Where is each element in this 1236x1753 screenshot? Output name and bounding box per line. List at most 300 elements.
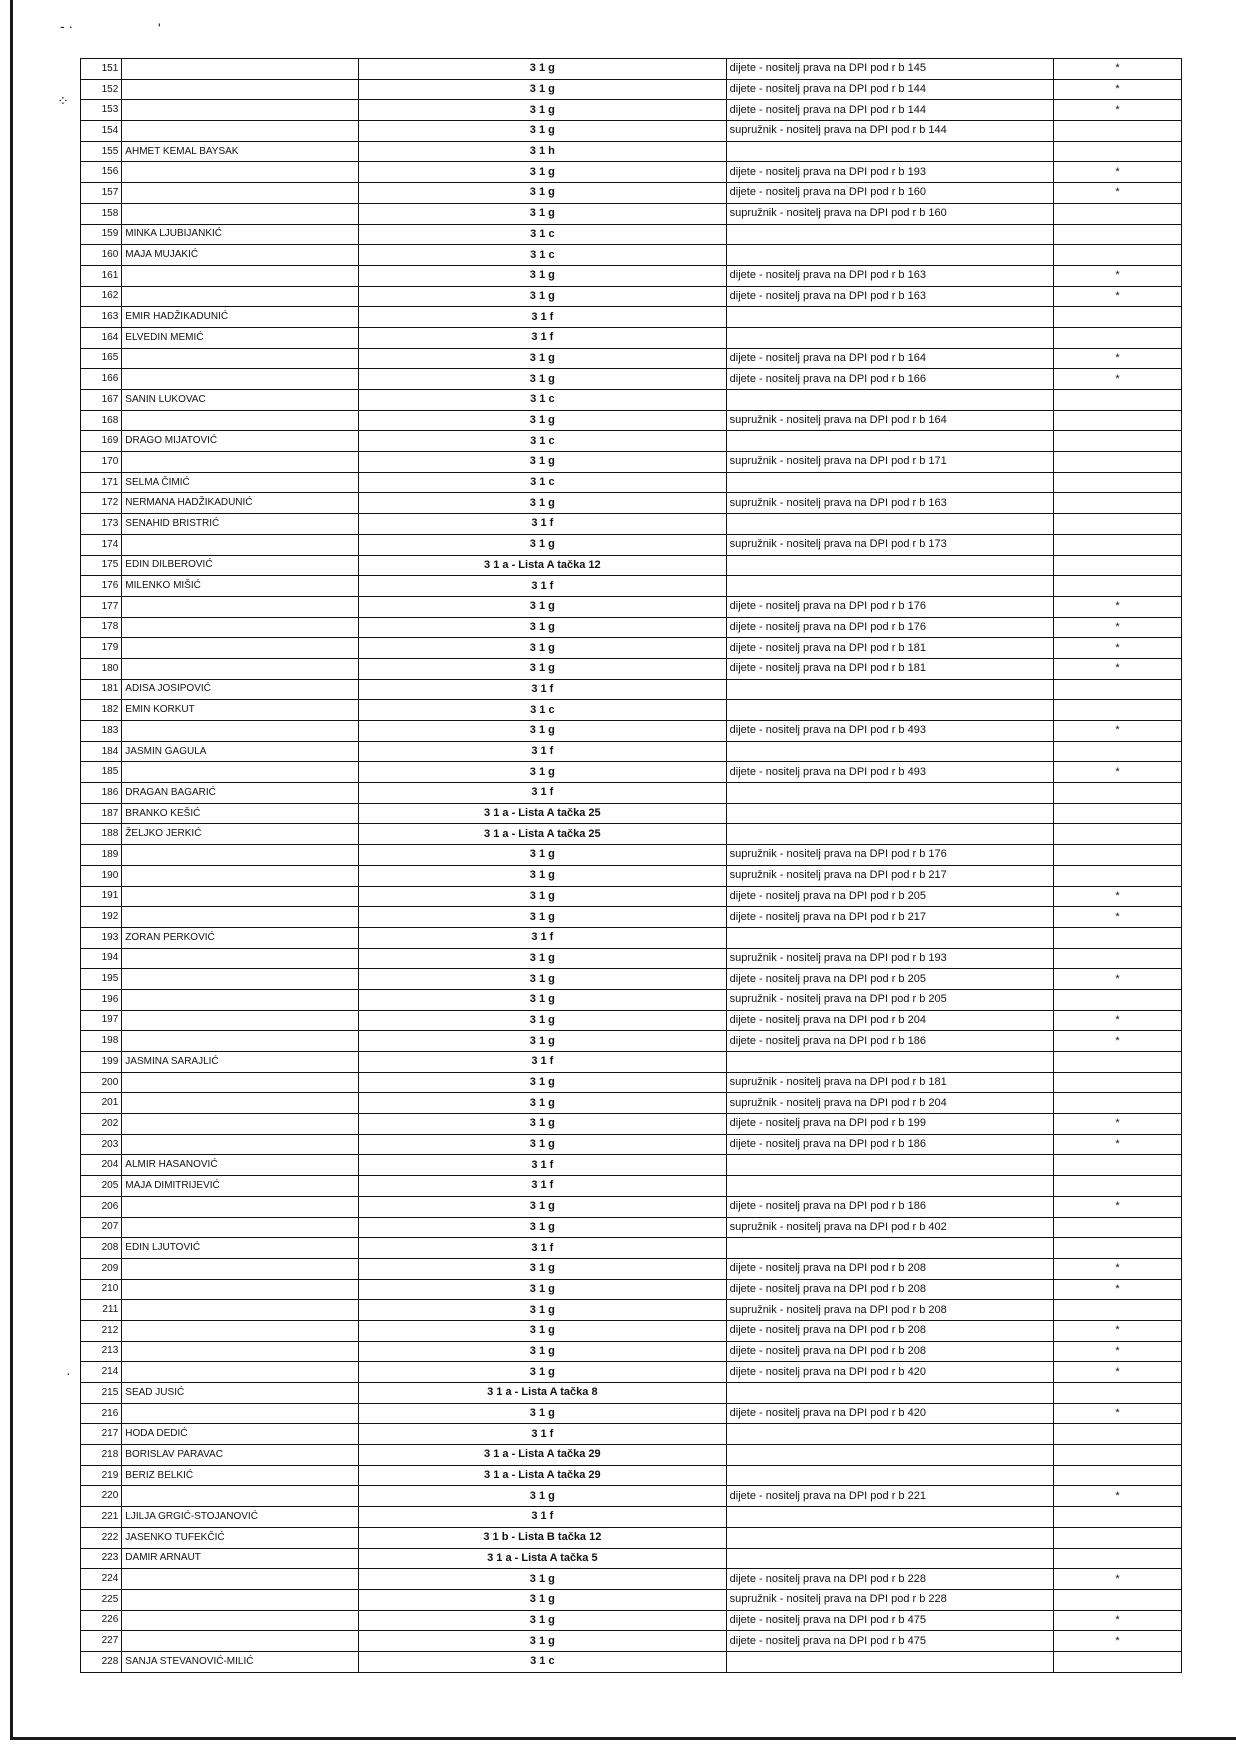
row-name bbox=[122, 845, 359, 866]
row-code: 3 1 g bbox=[359, 286, 727, 307]
row-mark bbox=[1054, 1465, 1182, 1486]
row-mark bbox=[1054, 1507, 1182, 1528]
table-row bbox=[81, 596, 1182, 617]
row-note: dijete - nositelj prava na DPI pod r b 160 bbox=[726, 183, 1053, 204]
row-number: 165 bbox=[81, 348, 122, 369]
row-note bbox=[726, 245, 1053, 266]
row-code: 3 1 g bbox=[359, 183, 727, 204]
row-code: 3 1 g bbox=[359, 1258, 727, 1279]
table-row bbox=[81, 638, 1182, 659]
table-row bbox=[81, 1548, 1182, 1569]
row-number: 203 bbox=[81, 1134, 122, 1155]
row-name: ZORAN PERKOVIĆ bbox=[122, 927, 359, 948]
row-number: 183 bbox=[81, 721, 122, 742]
row-number: 225 bbox=[81, 1589, 122, 1610]
row-number: 171 bbox=[81, 472, 122, 493]
row-note: dijete - nositelj prava na DPI pod r b 186 bbox=[726, 1134, 1053, 1155]
row-mark: * bbox=[1054, 1134, 1182, 1155]
row-note bbox=[726, 783, 1053, 804]
row-mark: * bbox=[1054, 1196, 1182, 1217]
row-number: 215 bbox=[81, 1383, 122, 1404]
row-code: 3 1 f bbox=[359, 1052, 727, 1073]
row-mark bbox=[1054, 431, 1182, 452]
row-code: 3 1 g bbox=[359, 969, 727, 990]
row-number: 188 bbox=[81, 824, 122, 845]
table-row bbox=[81, 1300, 1182, 1321]
row-note: dijete - nositelj prava na DPI pod r b 217 bbox=[726, 907, 1053, 928]
row-name bbox=[122, 100, 359, 121]
row-name: DRAGO MIJATOVIĆ bbox=[122, 431, 359, 452]
row-mark bbox=[1054, 989, 1182, 1010]
row-mark bbox=[1054, 534, 1182, 555]
row-number: 217 bbox=[81, 1424, 122, 1445]
row-note: supružnik - nositelj prava na DPI pod r b 193 bbox=[726, 948, 1053, 969]
row-note: dijete - nositelj prava na DPI pod r b 181 bbox=[726, 638, 1053, 659]
row-name bbox=[122, 534, 359, 555]
row-number: 181 bbox=[81, 679, 122, 700]
row-mark: * bbox=[1054, 1403, 1182, 1424]
row-code: 3 1 g bbox=[359, 534, 727, 555]
row-mark: * bbox=[1054, 265, 1182, 286]
table-row bbox=[81, 886, 1182, 907]
row-code: 3 1 a - Lista A tačka 5 bbox=[359, 1548, 727, 1569]
row-number: 222 bbox=[81, 1527, 122, 1548]
table-row bbox=[81, 658, 1182, 679]
table-row bbox=[81, 907, 1182, 928]
row-code: 3 1 a - Lista A tačka 29 bbox=[359, 1445, 727, 1466]
row-mark bbox=[1054, 927, 1182, 948]
row-mark: * bbox=[1054, 348, 1182, 369]
row-mark bbox=[1054, 1052, 1182, 1073]
row-mark bbox=[1054, 576, 1182, 597]
row-number: 162 bbox=[81, 286, 122, 307]
row-note: dijete - nositelj prava na DPI pod r b 144 bbox=[726, 79, 1053, 100]
row-note bbox=[726, 1465, 1053, 1486]
row-name bbox=[122, 1114, 359, 1135]
scan-mark-top: - · bbox=[60, 18, 74, 34]
row-code: 3 1 c bbox=[359, 390, 727, 411]
row-mark: * bbox=[1054, 1320, 1182, 1341]
row-name bbox=[122, 1031, 359, 1052]
row-note bbox=[726, 803, 1053, 824]
row-mark bbox=[1054, 514, 1182, 535]
table-row bbox=[81, 224, 1182, 245]
row-name bbox=[122, 1093, 359, 1114]
row-note: dijete - nositelj prava na DPI pod r b 475 bbox=[726, 1610, 1053, 1631]
row-code: 3 1 g bbox=[359, 203, 727, 224]
row-code: 3 1 f bbox=[359, 1155, 727, 1176]
row-note: dijete - nositelj prava na DPI pod r b 221 bbox=[726, 1486, 1053, 1507]
table-row bbox=[81, 59, 1182, 80]
table-row bbox=[81, 1217, 1182, 1238]
row-name bbox=[122, 203, 359, 224]
row-name: EDIN LJUTOVIĆ bbox=[122, 1238, 359, 1259]
row-name bbox=[122, 1341, 359, 1362]
row-mark: * bbox=[1054, 721, 1182, 742]
row-note bbox=[726, 1548, 1053, 1569]
table-row bbox=[81, 1258, 1182, 1279]
row-number: 153 bbox=[81, 100, 122, 121]
row-mark bbox=[1054, 700, 1182, 721]
row-mark: * bbox=[1054, 162, 1182, 183]
row-note: dijete - nositelj prava na DPI pod r b 199 bbox=[726, 1114, 1053, 1135]
table-row bbox=[81, 1320, 1182, 1341]
row-note bbox=[726, 1155, 1053, 1176]
table-row bbox=[81, 1445, 1182, 1466]
row-number: 223 bbox=[81, 1548, 122, 1569]
register-table bbox=[80, 58, 1182, 1673]
row-number: 186 bbox=[81, 783, 122, 804]
row-mark bbox=[1054, 1155, 1182, 1176]
row-code: 3 1 f bbox=[359, 327, 727, 348]
row-mark bbox=[1054, 1176, 1182, 1197]
row-code: 3 1 f bbox=[359, 927, 727, 948]
table-row bbox=[81, 1093, 1182, 1114]
row-name bbox=[122, 886, 359, 907]
row-code: 3 1 g bbox=[359, 907, 727, 928]
row-name bbox=[122, 1610, 359, 1631]
row-mark: * bbox=[1054, 59, 1182, 80]
row-note: dijete - nositelj prava na DPI pod r b 176 bbox=[726, 617, 1053, 638]
row-note: dijete - nositelj prava na DPI pod r b 181 bbox=[726, 658, 1053, 679]
row-code: 3 1 g bbox=[359, 865, 727, 886]
row-name bbox=[122, 348, 359, 369]
row-mark: * bbox=[1054, 1486, 1182, 1507]
row-code: 3 1 g bbox=[359, 1589, 727, 1610]
row-note: dijete - nositelj prava na DPI pod r b 163 bbox=[726, 265, 1053, 286]
row-note bbox=[726, 141, 1053, 162]
row-number: 175 bbox=[81, 555, 122, 576]
row-code: 3 1 g bbox=[359, 1320, 727, 1341]
table-row bbox=[81, 327, 1182, 348]
row-mark bbox=[1054, 410, 1182, 431]
row-number: 167 bbox=[81, 390, 122, 411]
row-name bbox=[122, 596, 359, 617]
row-note bbox=[726, 555, 1053, 576]
table-row bbox=[81, 803, 1182, 824]
row-name bbox=[122, 1362, 359, 1383]
row-note: dijete - nositelj prava na DPI pod r b 420 bbox=[726, 1403, 1053, 1424]
row-number: 166 bbox=[81, 369, 122, 390]
row-mark bbox=[1054, 307, 1182, 328]
row-number: 213 bbox=[81, 1341, 122, 1362]
row-mark: * bbox=[1054, 658, 1182, 679]
row-name bbox=[122, 721, 359, 742]
row-code: 3 1 g bbox=[359, 1196, 727, 1217]
row-note: supružnik - nositelj prava na DPI pod r b 163 bbox=[726, 493, 1053, 514]
row-mark: * bbox=[1054, 1031, 1182, 1052]
row-number: 169 bbox=[81, 431, 122, 452]
row-name: ELVEDIN MEMIĆ bbox=[122, 327, 359, 348]
row-number: 199 bbox=[81, 1052, 122, 1073]
row-mark bbox=[1054, 865, 1182, 886]
row-number: 155 bbox=[81, 141, 122, 162]
row-note: dijete - nositelj prava na DPI pod r b 493 bbox=[726, 762, 1053, 783]
table-row bbox=[81, 431, 1182, 452]
row-name bbox=[122, 1134, 359, 1155]
row-name bbox=[122, 638, 359, 659]
row-mark bbox=[1054, 1548, 1182, 1569]
row-number: 220 bbox=[81, 1486, 122, 1507]
table-row bbox=[81, 576, 1182, 597]
row-number: 206 bbox=[81, 1196, 122, 1217]
row-number: 180 bbox=[81, 658, 122, 679]
row-note: dijete - nositelj prava na DPI pod r b 205 bbox=[726, 969, 1053, 990]
row-name bbox=[122, 907, 359, 928]
row-mark: * bbox=[1054, 617, 1182, 638]
row-mark: * bbox=[1054, 638, 1182, 659]
row-name: DRAGAN BAGARIĆ bbox=[122, 783, 359, 804]
row-code: 3 1 g bbox=[359, 886, 727, 907]
row-code: 3 1 a - Lista A tačka 12 bbox=[359, 555, 727, 576]
row-name bbox=[122, 79, 359, 100]
table-row bbox=[81, 1569, 1182, 1590]
row-code: 3 1 c bbox=[359, 700, 727, 721]
row-mark bbox=[1054, 141, 1182, 162]
row-code: 3 1 g bbox=[359, 845, 727, 866]
row-code: 3 1 g bbox=[359, 265, 727, 286]
table-row bbox=[81, 162, 1182, 183]
row-name bbox=[122, 1403, 359, 1424]
row-code: 3 1 a - Lista A tačka 25 bbox=[359, 824, 727, 845]
row-number: 173 bbox=[81, 514, 122, 535]
row-number: 161 bbox=[81, 265, 122, 286]
table-row bbox=[81, 183, 1182, 204]
row-number: 205 bbox=[81, 1176, 122, 1197]
row-note: dijete - nositelj prava na DPI pod r b 228 bbox=[726, 1569, 1053, 1590]
row-note: dijete - nositelj prava na DPI pod r b 144 bbox=[726, 100, 1053, 121]
row-note: supružnik - nositelj prava na DPI pod r b 181 bbox=[726, 1072, 1053, 1093]
row-number: 174 bbox=[81, 534, 122, 555]
table-row bbox=[81, 679, 1182, 700]
row-note bbox=[726, 1238, 1053, 1259]
row-code: 3 1 a - Lista A tačka 29 bbox=[359, 1465, 727, 1486]
row-note bbox=[726, 1052, 1053, 1073]
table-row bbox=[81, 1031, 1182, 1052]
row-code: 3 1 g bbox=[359, 948, 727, 969]
row-mark bbox=[1054, 1383, 1182, 1404]
row-code: 3 1 c bbox=[359, 224, 727, 245]
row-name bbox=[122, 1631, 359, 1652]
row-mark: * bbox=[1054, 1258, 1182, 1279]
table-row bbox=[81, 1114, 1182, 1135]
table-row bbox=[81, 721, 1182, 742]
table-row bbox=[81, 369, 1182, 390]
row-code: 3 1 f bbox=[359, 1238, 727, 1259]
row-number: 164 bbox=[81, 327, 122, 348]
row-mark: * bbox=[1054, 286, 1182, 307]
row-name: BERIZ BELKIĆ bbox=[122, 1465, 359, 1486]
row-code: 3 1 g bbox=[359, 1569, 727, 1590]
row-note: dijete - nositelj prava na DPI pod r b 145 bbox=[726, 59, 1053, 80]
page-left-edge bbox=[10, 0, 13, 1740]
row-number: 209 bbox=[81, 1258, 122, 1279]
row-note bbox=[726, 1445, 1053, 1466]
row-mark bbox=[1054, 1300, 1182, 1321]
row-number: 200 bbox=[81, 1072, 122, 1093]
row-note bbox=[726, 927, 1053, 948]
row-code: 3 1 f bbox=[359, 576, 727, 597]
row-number: 185 bbox=[81, 762, 122, 783]
row-note: dijete - nositelj prava na DPI pod r b 193 bbox=[726, 162, 1053, 183]
table-row bbox=[81, 348, 1182, 369]
row-name bbox=[122, 162, 359, 183]
row-code: 3 1 g bbox=[359, 638, 727, 659]
scan-mark-side: ⁘ bbox=[54, 94, 71, 107]
row-name: BRANKO KEŠIĆ bbox=[122, 803, 359, 824]
row-number: 198 bbox=[81, 1031, 122, 1052]
row-mark bbox=[1054, 1217, 1182, 1238]
row-number: 201 bbox=[81, 1093, 122, 1114]
table-row bbox=[81, 1072, 1182, 1093]
row-note: supružnik - nositelj prava na DPI pod r b 160 bbox=[726, 203, 1053, 224]
row-code: 3 1 f bbox=[359, 783, 727, 804]
table-row bbox=[81, 762, 1182, 783]
table-row bbox=[81, 948, 1182, 969]
row-name bbox=[122, 369, 359, 390]
row-mark: * bbox=[1054, 762, 1182, 783]
scan-mark-dot: · bbox=[66, 1365, 71, 1381]
row-note: dijete - nositelj prava na DPI pod r b 475 bbox=[726, 1631, 1053, 1652]
row-name: SELMA ČIMIĆ bbox=[122, 472, 359, 493]
row-name bbox=[122, 1569, 359, 1590]
table-row bbox=[81, 1651, 1182, 1672]
row-note: supružnik - nositelj prava na DPI pod r b 204 bbox=[726, 1093, 1053, 1114]
row-mark bbox=[1054, 948, 1182, 969]
row-number: 207 bbox=[81, 1217, 122, 1238]
table-row bbox=[81, 1403, 1182, 1424]
row-mark bbox=[1054, 1424, 1182, 1445]
table-row bbox=[81, 1527, 1182, 1548]
row-note bbox=[726, 327, 1053, 348]
row-code: 3 1 a - Lista A tačka 25 bbox=[359, 803, 727, 824]
row-mark bbox=[1054, 783, 1182, 804]
table-row bbox=[81, 1279, 1182, 1300]
row-number: 204 bbox=[81, 1155, 122, 1176]
row-mark bbox=[1054, 1651, 1182, 1672]
table-row bbox=[81, 514, 1182, 535]
row-name: MILENKO MIŠIĆ bbox=[122, 576, 359, 597]
row-mark: * bbox=[1054, 1610, 1182, 1631]
row-number: 221 bbox=[81, 1507, 122, 1528]
row-number: 158 bbox=[81, 203, 122, 224]
row-mark bbox=[1054, 1589, 1182, 1610]
row-code: 3 1 h bbox=[359, 141, 727, 162]
row-number: 228 bbox=[81, 1651, 122, 1672]
row-code: 3 1 g bbox=[359, 762, 727, 783]
row-mark bbox=[1054, 741, 1182, 762]
row-name: ŽELJKO JERKIĆ bbox=[122, 824, 359, 845]
row-mark: * bbox=[1054, 1631, 1182, 1652]
table-row bbox=[81, 286, 1182, 307]
row-code: 3 1 g bbox=[359, 1114, 727, 1135]
row-code: 3 1 g bbox=[359, 410, 727, 431]
row-number: 179 bbox=[81, 638, 122, 659]
row-note bbox=[726, 1651, 1053, 1672]
row-name: SENAHID BRISTRIĆ bbox=[122, 514, 359, 535]
row-code: 3 1 g bbox=[359, 1010, 727, 1031]
row-mark bbox=[1054, 1527, 1182, 1548]
row-code: 3 1 f bbox=[359, 1176, 727, 1197]
row-name bbox=[122, 265, 359, 286]
table-row bbox=[81, 845, 1182, 866]
row-name: LJILJA GRGIĆ-STOJANOVIĆ bbox=[122, 1507, 359, 1528]
table-row bbox=[81, 390, 1182, 411]
row-mark bbox=[1054, 845, 1182, 866]
row-name: MAJA DIMITRIJEVIĆ bbox=[122, 1176, 359, 1197]
row-note bbox=[726, 431, 1053, 452]
row-name: NERMANA HADŽIKADUNIĆ bbox=[122, 493, 359, 514]
row-name bbox=[122, 762, 359, 783]
row-number: 172 bbox=[81, 493, 122, 514]
row-note: dijete - nositelj prava na DPI pod r b 186 bbox=[726, 1031, 1053, 1052]
table-row bbox=[81, 79, 1182, 100]
row-number: 196 bbox=[81, 989, 122, 1010]
scan-mark-tick: ' bbox=[158, 20, 161, 36]
row-mark bbox=[1054, 327, 1182, 348]
row-number: 218 bbox=[81, 1445, 122, 1466]
row-mark bbox=[1054, 452, 1182, 473]
row-code: 3 1 a - Lista A tačka 8 bbox=[359, 1383, 727, 1404]
row-number: 192 bbox=[81, 907, 122, 928]
row-mark: * bbox=[1054, 596, 1182, 617]
table-row bbox=[81, 534, 1182, 555]
row-name: JASMINA SARAJLIĆ bbox=[122, 1052, 359, 1073]
row-mark: * bbox=[1054, 100, 1182, 121]
table-row bbox=[81, 989, 1182, 1010]
row-code: 3 1 g bbox=[359, 162, 727, 183]
row-code: 3 1 g bbox=[359, 1031, 727, 1052]
row-code: 3 1 g bbox=[359, 658, 727, 679]
row-name bbox=[122, 121, 359, 142]
row-note bbox=[726, 1424, 1053, 1445]
row-number: 152 bbox=[81, 79, 122, 100]
table-row bbox=[81, 307, 1182, 328]
row-note: supružnik - nositelj prava na DPI pod r b 144 bbox=[726, 121, 1053, 142]
row-name bbox=[122, 1320, 359, 1341]
table-row bbox=[81, 824, 1182, 845]
row-code: 3 1 g bbox=[359, 1134, 727, 1155]
table-row bbox=[81, 741, 1182, 762]
row-name bbox=[122, 1217, 359, 1238]
table-row bbox=[81, 1052, 1182, 1073]
row-name: EMIR HADŽIKADUNIĆ bbox=[122, 307, 359, 328]
table-row bbox=[81, 1383, 1182, 1404]
row-code: 3 1 g bbox=[359, 1279, 727, 1300]
row-name bbox=[122, 1196, 359, 1217]
row-code: 3 1 f bbox=[359, 679, 727, 700]
row-code: 3 1 g bbox=[359, 1486, 727, 1507]
table-row bbox=[81, 865, 1182, 886]
row-note bbox=[726, 1383, 1053, 1404]
row-mark bbox=[1054, 493, 1182, 514]
row-mark bbox=[1054, 824, 1182, 845]
row-code: 3 1 g bbox=[359, 1217, 727, 1238]
row-number: 184 bbox=[81, 741, 122, 762]
row-name bbox=[122, 183, 359, 204]
row-code: 3 1 g bbox=[359, 596, 727, 617]
row-name bbox=[122, 452, 359, 473]
table-row bbox=[81, 265, 1182, 286]
row-name bbox=[122, 286, 359, 307]
row-note bbox=[726, 741, 1053, 762]
row-code: 3 1 g bbox=[359, 1631, 727, 1652]
row-mark bbox=[1054, 555, 1182, 576]
row-name: JASMIN GAGULA bbox=[122, 741, 359, 762]
row-code: 3 1 g bbox=[359, 1072, 727, 1093]
row-mark: * bbox=[1054, 1569, 1182, 1590]
row-name bbox=[122, 1486, 359, 1507]
